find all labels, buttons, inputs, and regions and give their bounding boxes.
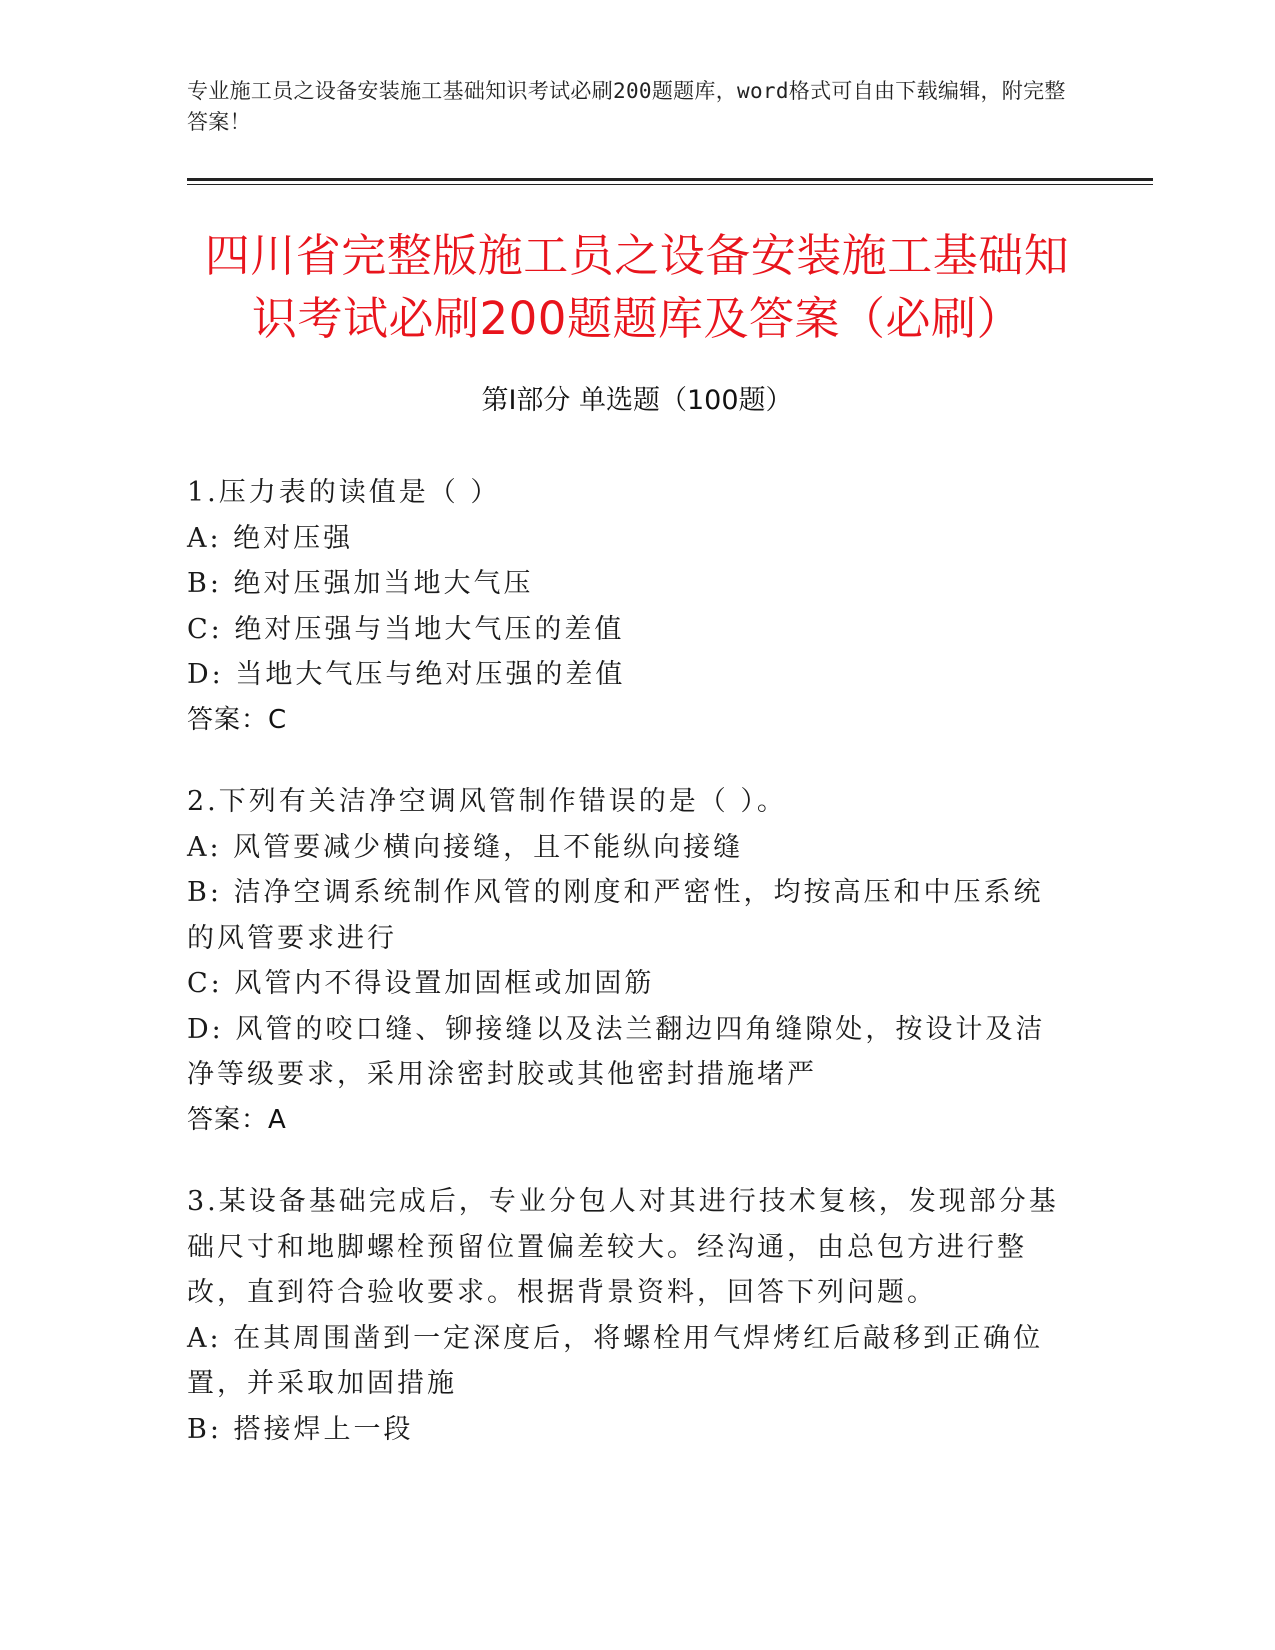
question-stem: 1.压力表的读值是（ ）	[187, 477, 501, 508]
option-b: B: 搭接焊上一段	[187, 1413, 414, 1445]
question-1	[187, 470, 1067, 743]
question-stem: 3.某设备基础完成后，专业分包人对其进行技术复核，发现部分基础尺寸和地脚螺栓预留位置偏差较大。经沟通，由总包方进行整改，直到符合验收要求。根据背景资料，回答下列问题。	[187, 1186, 1059, 1308]
answer-line: 答案：C	[187, 704, 288, 735]
question-2	[187, 779, 1067, 1143]
option-c: C: 绝对压强与当地大气压的差值	[187, 613, 625, 645]
header-note: 专业施工员之设备安装施工基础知识考试必刷200题题库，word格式可自由下载编辑，附完整答案！	[187, 79, 1066, 134]
question-list	[187, 470, 1067, 1488]
option-b: B: 洁净空调系统制作风管的刚度和严密性，均按高压和中压系统的风管要求进行	[187, 877, 1044, 954]
header-rule-thick	[187, 178, 1153, 181]
section-title: 第Ⅰ部分 单选题（100题）	[481, 385, 793, 416]
option-a: A: 绝对压强	[187, 522, 354, 554]
option-b: B: 绝对压强加当地大气压	[187, 568, 534, 599]
option-d: D: 当地大气压与绝对压强的差值	[187, 659, 626, 690]
question-3	[187, 1179, 1067, 1452]
question-stem: 2.下列有关洁净空调风管制作错误的是（ ）。	[187, 786, 787, 817]
option-c: C: 风管内不得设置加固框或加固筋	[187, 968, 655, 999]
option-d: D: 风管的咬口缝、铆接缝以及法兰翻边四角缝隙处，按设计及洁净等级要求，采用涂密封胶或其他密封措施堵严	[187, 1013, 1046, 1090]
document-title: 四川省完整版施工员之设备安装施工基础知识考试必刷200题题库及答案（必刷）	[204, 229, 1070, 345]
header-rule-thin	[187, 184, 1153, 185]
option-a: A: 风管要减少横向接缝，且不能纵向接缝	[187, 831, 744, 863]
option-a: A: 在其周围凿到一定深度后，将螺栓用气焊烤红后敲移到正确位置，并采取加固措施	[187, 1322, 1044, 1399]
answer-line: 答案：A	[187, 1104, 287, 1135]
